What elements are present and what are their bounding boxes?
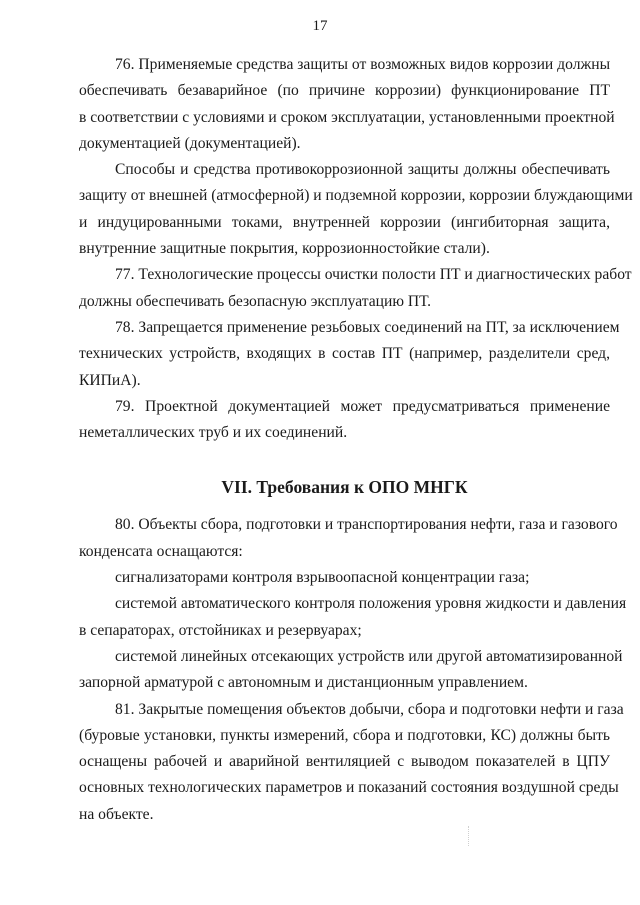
text-line: неметаллических труб и их соединений. xyxy=(79,424,348,442)
paragraph-p81 xyxy=(79,697,624,828)
paragraph-p78 xyxy=(79,315,620,394)
paragraph-p80c xyxy=(79,644,623,697)
scan-artifact xyxy=(468,826,470,846)
text-line: 78. Запрещается применение резьбовых соединений на ПТ, за исключением xyxy=(115,318,620,336)
text-line: конденсата оснащаются: xyxy=(79,542,243,560)
text-line: 76. Применяемые средства защиты от возможных видов коррозии должны xyxy=(115,56,611,73)
text-line: и индуцированными токами, внутренней коррозии (ингибиторная защита, xyxy=(79,213,610,231)
text-line: 81. Закрытые помещения объектов добычи, сбора и подготовки нефти и газа xyxy=(115,700,624,718)
text-line: запорной арматурой с автономным и дистанционным управлением. xyxy=(79,674,528,692)
text-line: 77. Технологические процессы очистки полости ПТ и диагностических работ xyxy=(115,266,632,284)
text-line: обеспечивать безаварийное (по причине коррозии) функционирование ПТ xyxy=(79,82,610,100)
text-line: системой автоматического контроля положения уровня жидкости и давления xyxy=(115,595,627,613)
text-line: на объекте. xyxy=(79,805,154,823)
page-number: 17 xyxy=(312,18,328,34)
text-line: (буровые установки, пункты измерений, сбора и подготовки, КС) должны быть xyxy=(79,726,610,744)
text-line: документацией (документацией). xyxy=(79,134,301,152)
text-line: КИПиА). xyxy=(79,371,141,389)
text-line: должны обеспечивать безопасную эксплуатацию ПТ. xyxy=(79,292,432,310)
section-heading: VII. Требования к ОПО МНГК xyxy=(221,477,468,498)
paragraph-p79 xyxy=(79,394,610,447)
document-body xyxy=(79,52,633,828)
text-line: сигнализаторами контроля взрывоопасной концентрации газа; xyxy=(115,569,530,587)
text-line: защиту от внешней (атмосферной) и подземной коррозии, коррозии блуждающими xyxy=(79,187,633,205)
paragraph-p80a xyxy=(79,565,610,591)
paragraph-p80 xyxy=(79,512,618,565)
text-line: в сепараторах, отстойниках и резервуарах; xyxy=(79,621,362,639)
text-line: Способы и средства противокоррозионной защиты должны обеспечивать xyxy=(115,161,610,179)
paragraphs-top xyxy=(79,52,633,446)
paragraph-p76 xyxy=(79,52,615,157)
text-line: системой линейных отсекающих устройств или другой автоматизированной xyxy=(115,647,623,665)
paragraph-p76b xyxy=(79,157,633,262)
text-line: основных технологических параметров и показаний состояния воздушной среды xyxy=(79,779,619,797)
paragraph-p77 xyxy=(79,262,632,315)
text-line: в соответствии с условиями и сроком эксплуатации, установленными проектной xyxy=(79,108,615,126)
paragraph-p80b xyxy=(79,591,627,644)
text-line: внутренние защитные покрытия, коррозионностойкие стали). xyxy=(79,240,490,258)
text-line: 80. Объекты сбора, подготовки и транспортирования нефти, газа и газового xyxy=(115,516,618,534)
text-line: технических устройств, входящих в состав ПТ (например, разделители сред, xyxy=(79,345,610,363)
text-line: оснащены рабочей и аварийной вентиляцией с выводом показателей в ЦПУ xyxy=(79,753,610,771)
paragraphs-bottom xyxy=(79,512,627,828)
text-line: 79. Проектной документацией может предусматриваться применение xyxy=(115,397,610,415)
